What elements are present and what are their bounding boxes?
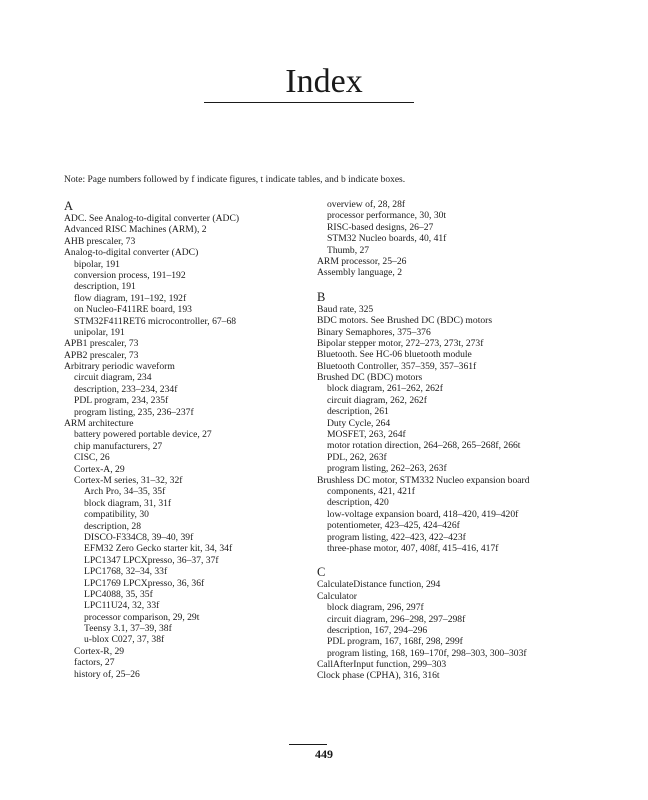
index-subentry: unipolar, 191 bbox=[74, 326, 125, 338]
index-subentry: EFM32 Zero Gecko starter kit, 34, 34f bbox=[84, 543, 233, 555]
index-subentry: block diagram, 31, 31f bbox=[84, 497, 172, 509]
index-subentry: circuit diagram, 296–298, 297–298f bbox=[327, 613, 466, 625]
index-subentry: program listing, 235, 236–237f bbox=[74, 406, 194, 418]
title-underline bbox=[204, 102, 414, 103]
index-subentry: flow diagram, 191–192, 192f bbox=[74, 292, 187, 304]
index-subentry: description, 191 bbox=[74, 281, 136, 293]
index-subentry: components, 421, 421f bbox=[327, 485, 415, 497]
index-entry: Bipolar stepper motor, 272–273, 273t, 273f bbox=[317, 337, 484, 349]
index-entry: Advanced RISC Machines (ARM), 2 bbox=[64, 224, 207, 236]
index-entry: Bluetooth Controller, 357–359, 357–361f bbox=[317, 360, 477, 372]
index-subentry: CISC, 26 bbox=[74, 452, 110, 464]
index-subentry: circuit diagram, 262, 262f bbox=[327, 394, 427, 406]
index-subentry: description, 420 bbox=[327, 497, 389, 509]
index-subentry: LPC4088, 35, 35f bbox=[84, 588, 153, 600]
index-subentry: LPC1768, 32–34, 33f bbox=[84, 566, 168, 578]
index-entry: Binary Semaphores, 375–376 bbox=[317, 326, 431, 338]
page-title: Index bbox=[285, 63, 363, 100]
index-subentry: description, 28 bbox=[84, 520, 142, 532]
index-subentry: Thumb, 27 bbox=[327, 244, 370, 256]
index-note: Note: Page numbers followed by f indicate figures, t indicate tables, and b indicate boxes. bbox=[64, 175, 406, 185]
index-subentry: Arch Pro, 34–35, 35f bbox=[84, 486, 166, 498]
index-entry: Assembly language, 2 bbox=[317, 267, 402, 279]
index-subentry: chip manufacturers, 27 bbox=[74, 440, 163, 452]
index-subentry: battery powered portable device, 27 bbox=[74, 429, 212, 441]
index-subentry: Cortex-M series, 31–32, 32f bbox=[74, 474, 183, 486]
index-subentry: overview of, 28, 28f bbox=[327, 199, 406, 210]
index-subentry: STM32F411RET6 microcontroller, 67–68 bbox=[74, 315, 237, 327]
index-entry: BDC motors. See Brushed DC (BDC) motors bbox=[317, 315, 493, 327]
index-entry: Baud rate, 325 bbox=[317, 303, 374, 315]
index-entry: Analog-to-digital converter (ADC) bbox=[64, 247, 199, 259]
index-entry: ARM architecture bbox=[64, 418, 134, 430]
index-subentry: circuit diagram, 234 bbox=[74, 372, 152, 384]
index-subentry: STM32 Nucleo boards, 40, 41f bbox=[327, 233, 447, 245]
index-entry: APB2 prescaler, 73 bbox=[64, 349, 139, 361]
index-entry: CallAfterInput function, 299–303 bbox=[317, 659, 447, 671]
index-column-left bbox=[64, 199, 334, 680]
index-subentry: DISCO-F334C8, 39–40, 39f bbox=[84, 531, 194, 543]
index-entry: Brushed DC (BDC) motors bbox=[317, 372, 423, 384]
index-subentry: RISC-based designs, 26–27 bbox=[327, 221, 434, 233]
index-subentry: on Nucleo-F411RE board, 193 bbox=[74, 304, 192, 316]
index-subentry: LPC11U24, 32, 33f bbox=[84, 600, 160, 612]
section-letter: C bbox=[317, 565, 326, 580]
index-subentry: description, 261 bbox=[327, 406, 389, 418]
index-subentry: description, 233–234, 234f bbox=[74, 383, 178, 395]
index-subentry: processor performance, 30, 30t bbox=[327, 210, 447, 222]
index-subentry: PDL, 262, 263f bbox=[327, 451, 387, 463]
index-subentry: low-voltage expansion board, 418–420, 419–420f bbox=[327, 508, 519, 520]
section-letter: B bbox=[317, 289, 326, 304]
index-subentry: description, 167, 294–296 bbox=[327, 624, 428, 636]
index-column-right bbox=[317, 199, 597, 682]
index-subentry: bipolar, 191 bbox=[74, 258, 120, 270]
index-subentry: program listing, 262–263, 263f bbox=[327, 463, 447, 475]
index-subentry: factors, 27 bbox=[74, 657, 115, 669]
index-entry: ARM processor, 25–26 bbox=[317, 255, 407, 267]
index-entry: CalculateDistance function, 294 bbox=[317, 579, 441, 591]
page-number-rule bbox=[289, 744, 327, 745]
index-entry: Arbitrary periodic waveform bbox=[64, 361, 175, 373]
index-entry: APB1 prescaler, 73 bbox=[64, 338, 139, 350]
index-subentry: Teensy 3.1, 37–39, 38f bbox=[84, 623, 172, 635]
index-subentry: block diagram, 296, 297f bbox=[327, 602, 424, 614]
index-subentry: motor rotation direction, 264–268, 265–268f, 266t bbox=[327, 440, 521, 452]
index-subentry: compatibility, 30 bbox=[84, 509, 149, 521]
index-subentry: LPC1347 LPCXpresso, 36–37, 37f bbox=[84, 554, 219, 566]
index-subentry: PDL program, 234, 235f bbox=[74, 395, 169, 407]
index-subentry: conversion process, 191–192 bbox=[74, 269, 186, 281]
index-entry: Calculator bbox=[317, 590, 357, 602]
index-subentry: MOSFET, 263, 264f bbox=[327, 429, 406, 441]
index-subentry: Cortex-R, 29 bbox=[74, 645, 125, 657]
index-subentry: program listing, 168, 169–170f, 298–303, 300–303f bbox=[327, 647, 527, 659]
index-entry: Bluetooth. See HC-06 bluetooth module bbox=[317, 349, 472, 361]
index-entry: ADC. See Analog-to-digital converter (ADC) bbox=[64, 213, 240, 224]
index-subentry: LPC1769 LPCXpresso, 36, 36f bbox=[84, 577, 205, 589]
index-subentry: Duty Cycle, 264 bbox=[327, 417, 391, 429]
index-entry: Clock phase (CPHA), 316, 316t bbox=[317, 670, 440, 682]
index-subentry: Cortex-A, 29 bbox=[74, 463, 125, 475]
index-subentry: block diagram, 261–262, 262f bbox=[327, 383, 443, 395]
index-subentry: u-blox C027, 37, 38f bbox=[84, 634, 165, 646]
page-number: 449 bbox=[315, 747, 333, 761]
index-subentry: processor comparison, 29, 29t bbox=[84, 611, 200, 623]
index-subentry: program listing, 422–423, 422–423f bbox=[327, 531, 466, 543]
index-entry: AHB prescaler, 73 bbox=[64, 235, 136, 247]
index-subentry: history of, 25–26 bbox=[74, 668, 140, 680]
index-subentry: potentiometer, 423–425, 424–426f bbox=[327, 520, 460, 532]
index-subentry: PDL program, 167, 168f, 298, 299f bbox=[327, 636, 463, 648]
index-subentry: three-phase motor, 407, 408f, 415–416, 417f bbox=[327, 542, 499, 554]
section-letter: A bbox=[64, 199, 74, 213]
index-entry: Brushless DC motor, STM332 Nucleo expansion board bbox=[317, 474, 530, 486]
